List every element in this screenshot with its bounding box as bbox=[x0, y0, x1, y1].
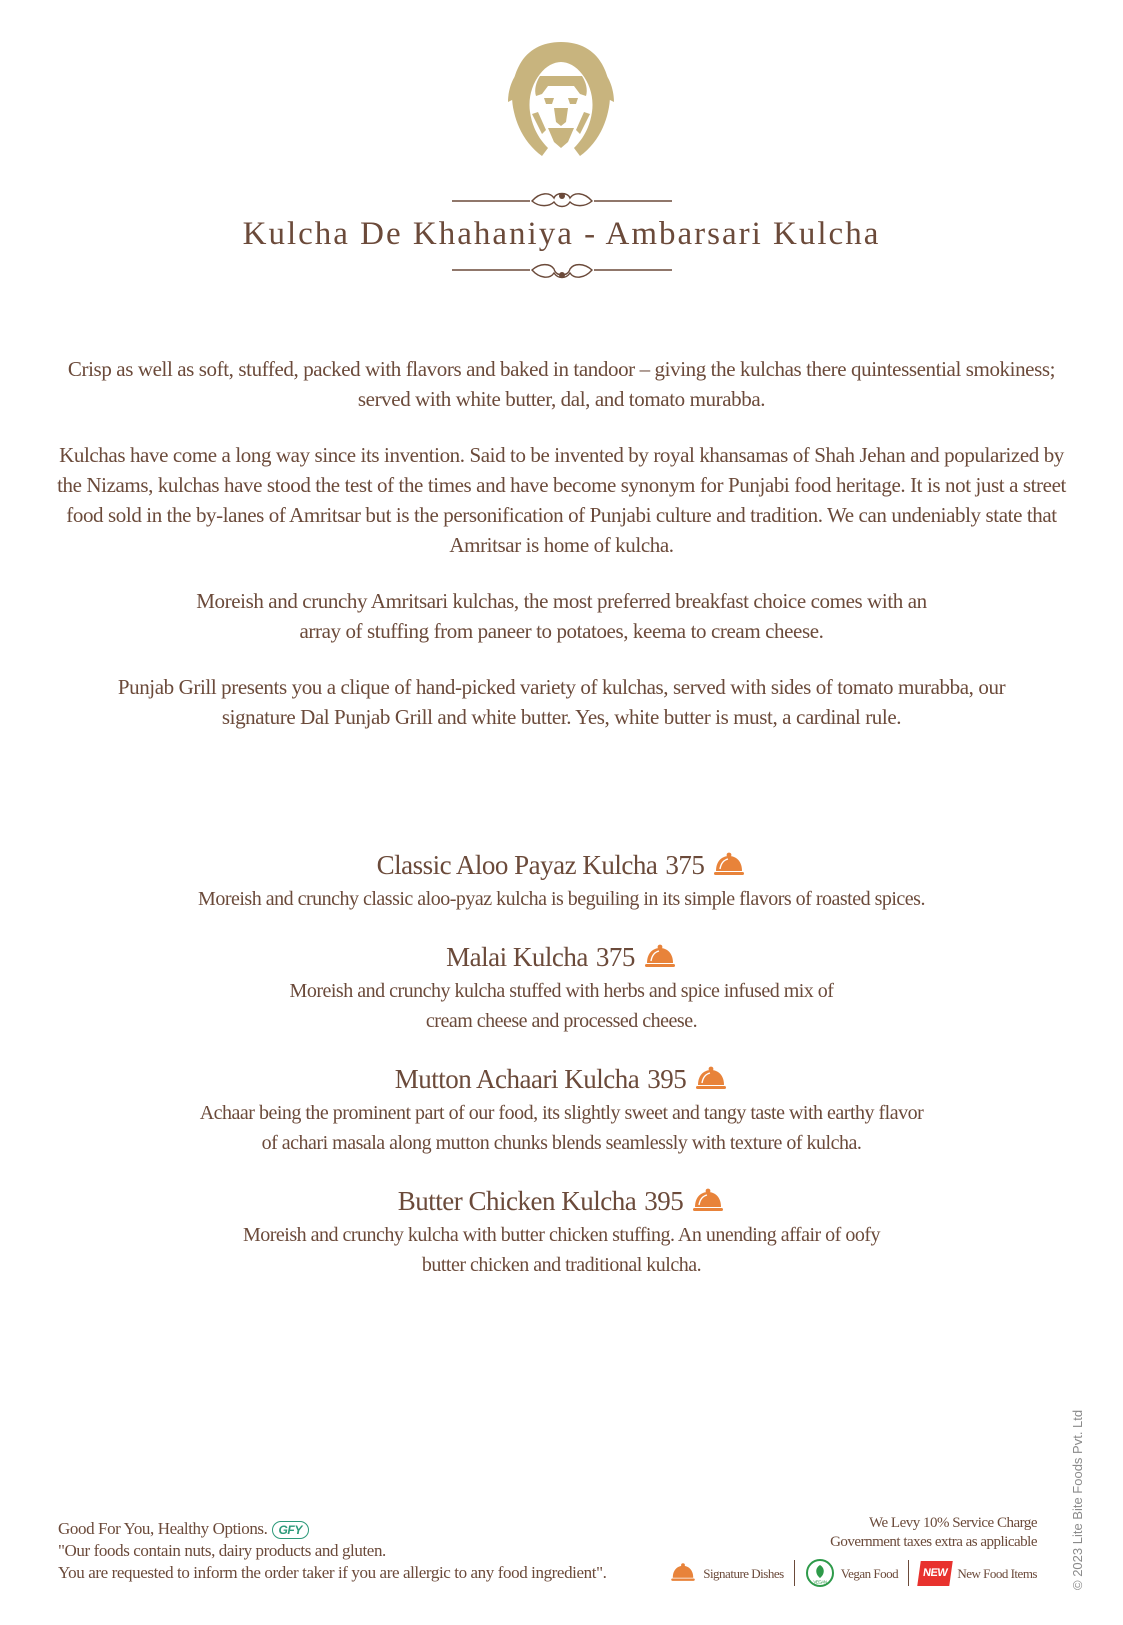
new-badge: NEW bbox=[917, 1561, 953, 1586]
menu-item-heading bbox=[398, 1184, 725, 1218]
healthy-options-text: Good For You, Healthy Options. bbox=[58, 1519, 268, 1538]
menu-item-name: Malai Kulcha bbox=[446, 942, 588, 972]
legend-vegan-label: Vegan Food bbox=[840, 1565, 899, 1581]
legend-new-label: New Food Items bbox=[957, 1565, 1037, 1581]
menu-item-heading bbox=[395, 1062, 728, 1096]
menu-list bbox=[150, 848, 973, 1306]
legend-divider bbox=[908, 1560, 909, 1586]
menu-item-description: Moreish and crunchy kulcha stuffed with herbs and spice infused mix of cream cheese and processed cheese. bbox=[289, 980, 834, 1032]
signature-dish-icon bbox=[694, 1065, 728, 1093]
menu-item-name: Butter Chicken Kulcha bbox=[397, 1186, 637, 1216]
menu-item-heading bbox=[446, 940, 677, 974]
menu-item-price: 375 bbox=[595, 942, 635, 972]
menu-item bbox=[150, 848, 973, 914]
menu-item bbox=[150, 1184, 973, 1280]
signature-dish-icon bbox=[643, 943, 677, 971]
lion-logo-icon bbox=[502, 38, 620, 166]
intro-paragraph: Moreish and crunchy Amritsari kulchas, the most preferred breakfast choice comes with an array of stuffing from paneer to potatoes, keema to cream cheese. bbox=[196, 589, 927, 643]
signature-dish-icon bbox=[669, 1562, 697, 1584]
intro-paragraph: Punjab Grill presents you a clique of hand-picked variety of kulchas, served with sides of tomato murabba, our signature Dal Punjab Grill and white butter. Yes, white butter is must, a cardinal rule. bbox=[117, 675, 1006, 729]
menu-item-price: 375 bbox=[665, 850, 705, 880]
allergen-line: You are requested to inform the order taker if you are allergic to any food ingredient". bbox=[58, 1563, 607, 1582]
gfy-badge: GFY bbox=[272, 1521, 309, 1539]
legend bbox=[669, 1558, 1037, 1588]
taxes-text: Government taxes extra as applicable bbox=[830, 1534, 1037, 1550]
copyright-text: © 2023 Lite Bite Foods Pvt. Ltd bbox=[1070, 1409, 1085, 1590]
title-block bbox=[0, 188, 1123, 283]
bottom-ornament-icon bbox=[452, 259, 672, 283]
menu-item-name: Classic Aloo Payaz Kulcha bbox=[376, 850, 658, 880]
signature-dish-icon bbox=[712, 851, 746, 879]
menu-item-description: Moreish and crunchy classic aloo-pyaz kulcha is beguiling in its simple flavors of roasted spices. bbox=[198, 888, 925, 910]
service-charge-text: We Levy 10% Service Charge bbox=[869, 1515, 1037, 1531]
signature-dish-icon bbox=[691, 1187, 725, 1215]
legend-signature-label: Signature Dishes bbox=[703, 1565, 784, 1581]
page-title: Kulcha De Khahaniya - Ambarsari Kulcha bbox=[242, 216, 881, 252]
charges-and-legend bbox=[669, 1514, 1037, 1588]
allergen-line: "Our foods contain nuts, dairy products and gluten. bbox=[58, 1541, 386, 1560]
menu-item-heading bbox=[377, 848, 747, 882]
menu-item-name: Mutton Achaari Kulcha bbox=[394, 1064, 640, 1094]
top-ornament-icon bbox=[452, 188, 672, 212]
intro-paragraph: Crisp as well as soft, stuffed, packed with flavors and baked in tandoor – giving the kulchas there quintessential smokiness; served with white butter, dal, and tomato murabba. bbox=[67, 357, 1056, 411]
vegan-icon bbox=[805, 1558, 835, 1588]
menu-item-price: 395 bbox=[647, 1064, 687, 1094]
intro-section bbox=[40, 354, 1083, 758]
menu-item bbox=[150, 1062, 973, 1158]
menu-item bbox=[150, 940, 973, 1036]
allergen-notice bbox=[58, 1518, 606, 1584]
intro-paragraph: Kulchas have come a long way since its invention. Said to be invented by royal khansamas of Shah Jehan and popularized by the Nizams, kulchas have stood the test of the times and have become synonym for Punjabi food heritage. It is not just a street food sold in the by-lanes of Amritsar but is the personification of Punjabi culture and tradition. We can undeniably state that Amritsar is home of kulcha. bbox=[57, 443, 1066, 557]
vegan-badge-text: VEGAN bbox=[813, 1579, 827, 1585]
legend-divider bbox=[794, 1560, 795, 1586]
menu-item-description: Achaar being the prominent part of our food, its slightly sweet and tangy taste with earthy flavor of achari masala along mutton chunks blends seamlessly with texture of kulcha. bbox=[199, 1102, 924, 1154]
menu-item-description: Moreish and crunchy kulcha with butter chicken stuffing. An unending affair of oofy butter chicken and traditional kulcha. bbox=[242, 1224, 881, 1276]
menu-item-price: 395 bbox=[644, 1186, 684, 1216]
